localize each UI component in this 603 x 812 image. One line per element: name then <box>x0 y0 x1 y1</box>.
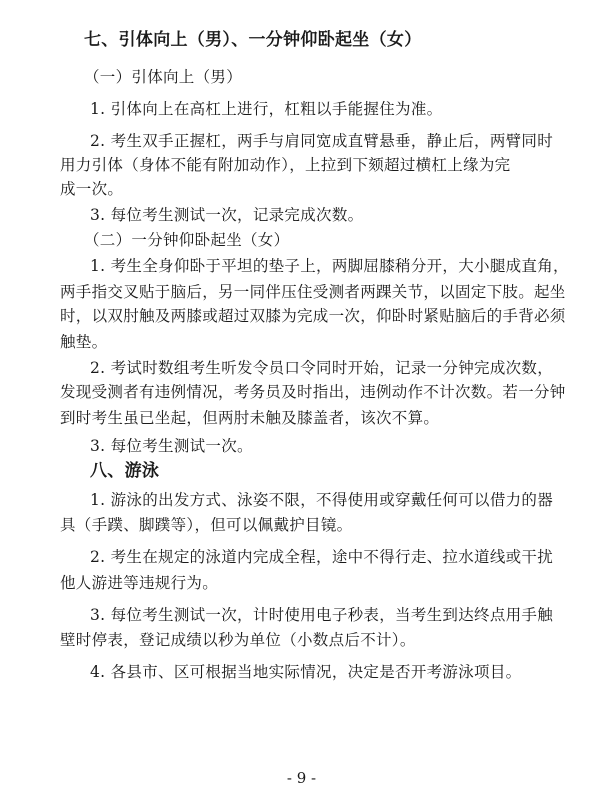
subsection-heading-pullup: （一）引体向上（男） <box>84 68 243 86</box>
subsection-heading-situp: （二）一分钟仰卧起坐（女） <box>84 231 290 249</box>
paragraph-line: 2. 考生双手正握杠，两手与肩同宽成直臂悬垂，静止后，两臂同时 <box>90 132 554 150</box>
paragraph-line: 1. 考生全身仰卧于平坦的垫子上，两脚屈膝稍分开，大小腿成直角， <box>90 257 569 275</box>
paragraph-line: 1. 游泳的出发方式、泳姿不限，不得使用或穿戴任何可以借力的器 <box>90 491 554 509</box>
paragraph-line: 壁时停表，登记成绩以秒为单位（小数点后不计）。 <box>60 631 416 649</box>
page-number: - 9 - <box>286 769 317 787</box>
paragraph-line: 两手指交叉贴于脑后，另一同伴压住受测者两踝关节，以固定下肢。起坐 <box>60 283 566 301</box>
paragraph-line: 3. 每位考生测试一次，计时使用电子秒表，当考生到达终点用手触 <box>90 606 554 624</box>
paragraph-line: 具（手蹼、脚蹼等），但可以佩戴护目镜。 <box>60 516 353 534</box>
paragraph-line: 时，以双肘触及两膝或超过双膝为完成一次，仰卧时紧贴脑后的手背必须 <box>60 307 566 325</box>
paragraph-line: 3. 每位考生测试一次，记录完成次数。 <box>90 206 364 224</box>
paragraph-line: 发现受测者有违例情况，考务员及时指出，违例动作不计次数。若一分钟 <box>60 383 566 401</box>
paragraph-line: 他人游进等违规行为。 <box>60 574 219 592</box>
paragraph-line: 1. 引体向上在高杠上进行，杠粗以手能握住为准。 <box>90 100 443 118</box>
paragraph-line: 3. 每位考生测试一次。 <box>90 437 253 455</box>
paragraph-line: 用力引体（身体不能有附加动作），上拉到下颏超过横杠上缘为完 <box>60 156 511 174</box>
paragraph-line: 成一次。 <box>60 180 124 198</box>
paragraph-line: 2. 考生在规定的泳道内完成全程，途中不得行走、拉水道线或干扰 <box>90 548 554 566</box>
paragraph-line: 2. 考试时数组考生听发令员口令同时开始，记录一分钟完成次数， <box>90 359 554 377</box>
section-heading-pullup-situp: 七、引体向上（男）、一分钟仰卧起坐（女） <box>84 30 422 50</box>
section-heading-swimming: 八、游泳 <box>90 461 160 481</box>
paragraph-line: 4. 各县市、区可根据当地实际情况，决定是否开考游泳项目。 <box>90 663 522 681</box>
paragraph-line: 到时考生虽已坐起，但两肘未触及膝盖者，该次不算。 <box>60 409 440 427</box>
paragraph-line: 触垫。 <box>60 333 108 351</box>
